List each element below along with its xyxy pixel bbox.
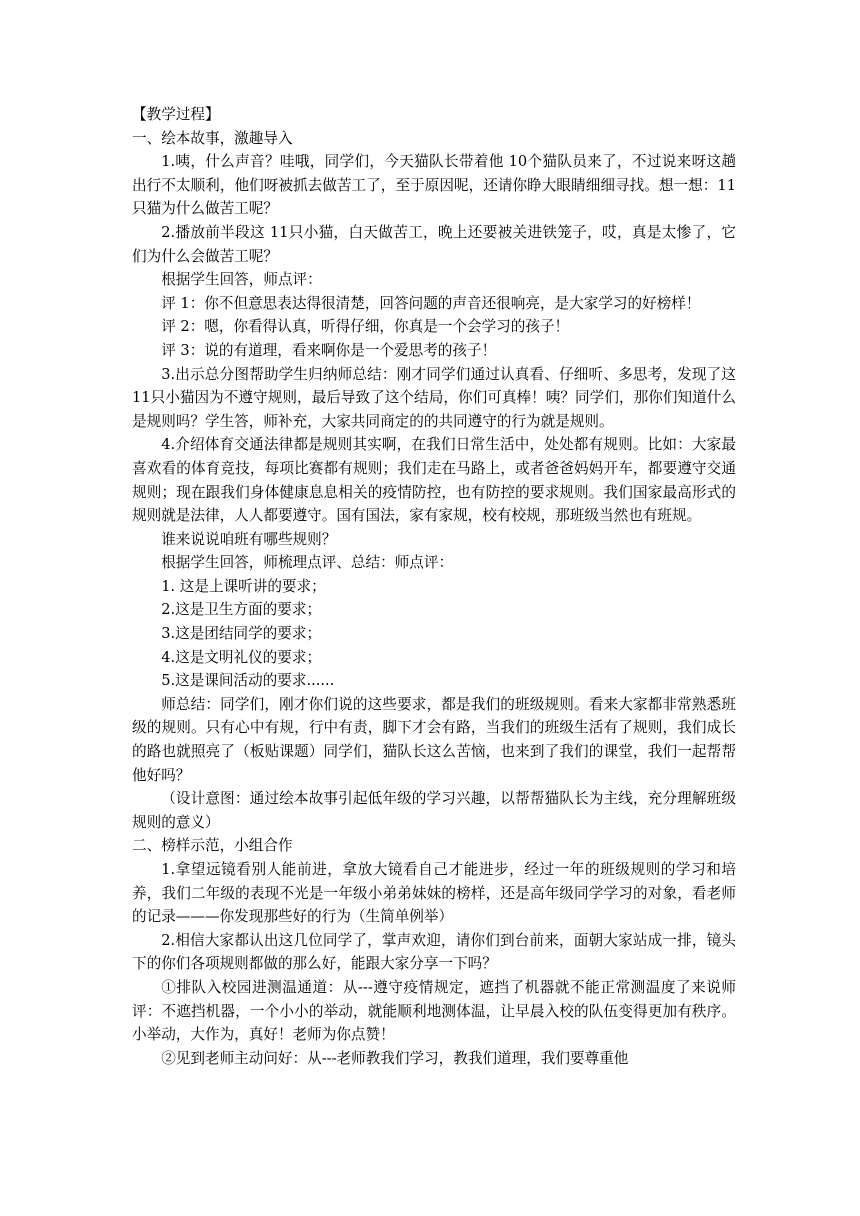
list-item: 3.这是团结同学的要求；	[161, 625, 322, 643]
section-2-title: 二、榜样示范，小组合作	[132, 837, 293, 855]
list-item: 4.这是文明礼仪的要求；	[161, 648, 322, 666]
paragraph-1: 1.咦，什么声音？哇哦，同学们，今天猫队长带着他 10个猫队员来了，不过说来呀这趟出行不太顺利，他们呀被抓去做苦工了，至于原因呢，还请你睁大眼睛细细寻找。想一想：11只猫为什么做苦工呢？	[132, 153, 736, 218]
paragraph-temperature-check: ①排队入校园进测温通道：从---遵守疫情规定，遮挡了机器就不能正常测温度了来说师评：不遮挡机器，一个小小的举动，就能顺利地测体温，让早晨入校的队伍变得更加有秩序。小举动，大作为，真好！老师为你点赞！	[132, 978, 736, 1044]
paragraph-teacher-summary: 师总结：同学们，刚才你们说的这些要求，都是我们的班级规则。看来大家都非常熟悉班级的规则。只有心中有规，行中有责，脚下才会有路，当我们的班级生活有了规则，我们成长的路也就照亮了（板贴课题）同学们，猫队长这么苦恼，也来到了我们的课堂，我们一起帮帮他好吗？	[132, 695, 736, 784]
paragraph-summary-diagram: 3.出示总分图帮助学生归纳师总结：刚才同学们通过认真看、仔细听、多思考，发现了这 11只小猫因为不遵守规则，最后导致了这个结局，你们可真棒！咦？同学们，那你们知道什么是规则吗？学生答，师补充，大家共同商定的的共同遵守的行为就是规则。	[132, 365, 736, 430]
process-heading: 【教学过程】	[132, 106, 220, 123]
paragraph-greeting-teacher: ②见到老师主动问好：从---老师教我们学习，教我们道理，我们要尊重他	[161, 1049, 629, 1067]
paragraph-teacher-comment: 根据学生回答，师梳理点评、总结：师点评：	[161, 554, 454, 572]
list-item: 1. 这是上课听讲的要求；	[161, 577, 326, 595]
comment-2: 评 2：嗯，你看得认真，听得仔细，你真是一个会学习的孩子！	[161, 318, 570, 336]
section-1-title: 一、绘本故事，激趣导入	[132, 129, 293, 147]
paragraph-question: 谁来说说咱班有哪些规则？	[161, 530, 337, 548]
paragraph-2: 2.播放前半段这 11只小猫，白天做苦工，晚上还要被关进铁笼子，哎，真是太惨了，它们为什么会做苦工呢？	[132, 223, 736, 265]
design-intent-note: （设计意图：通过绘本故事引起低年级的学习兴趣，以帮帮猫队长为主线，充分理解班级规则的意义）	[132, 790, 736, 831]
comment-1: 评 1：你不但意思表达得很清楚，回答问题的声音还很响亮，是大家学习的好榜样！	[161, 294, 701, 312]
list-item: 2.这是卫生方面的要求；	[161, 601, 322, 619]
paragraph-3: 根据学生回答，师点评：	[161, 271, 322, 289]
list-item: 5.这是课间活动的要求......	[161, 672, 335, 690]
comment-3: 评 3：说的有道理，看来啊你是一个爱思考的孩子！	[161, 341, 497, 359]
document-page	[132, 103, 736, 1070]
paragraph-telescope: 1.拿望远镜看别人能前进，拿放大镜看自己才能进步，经过一年的班级规则的学习和培养，我们二年级的表现不光是一年级小弟弟妹妹的榜样，还是高年级同学学习的对象，看老师的记录———你发现那些好的行为（生简单例举）	[132, 861, 736, 926]
paragraph-rules-intro: 4.介绍体育交通法律都是规则其实啊，在我们日常生活中，处处都有规则。比如：大家最喜欢看的体育竞技，每项比赛都有规则；我们走在马路上，或者爸爸妈妈开车，都要遵守交通规则；现在跟我们身体健康息息相关的疫情防控，也有防控的要求规则。我们国家最高形式的规则就是法律，人人都要遵守。国有国法，家有家规，校有校规，那班级当然也有班规。	[132, 436, 736, 525]
paragraph-share: 2.相信大家都认出这几位同学了，掌声欢迎，请你们到台前来，面朝大家站成一排，镜头下的你们各项规则都做的那么好，能跟大家分享一下吗？	[132, 931, 736, 973]
